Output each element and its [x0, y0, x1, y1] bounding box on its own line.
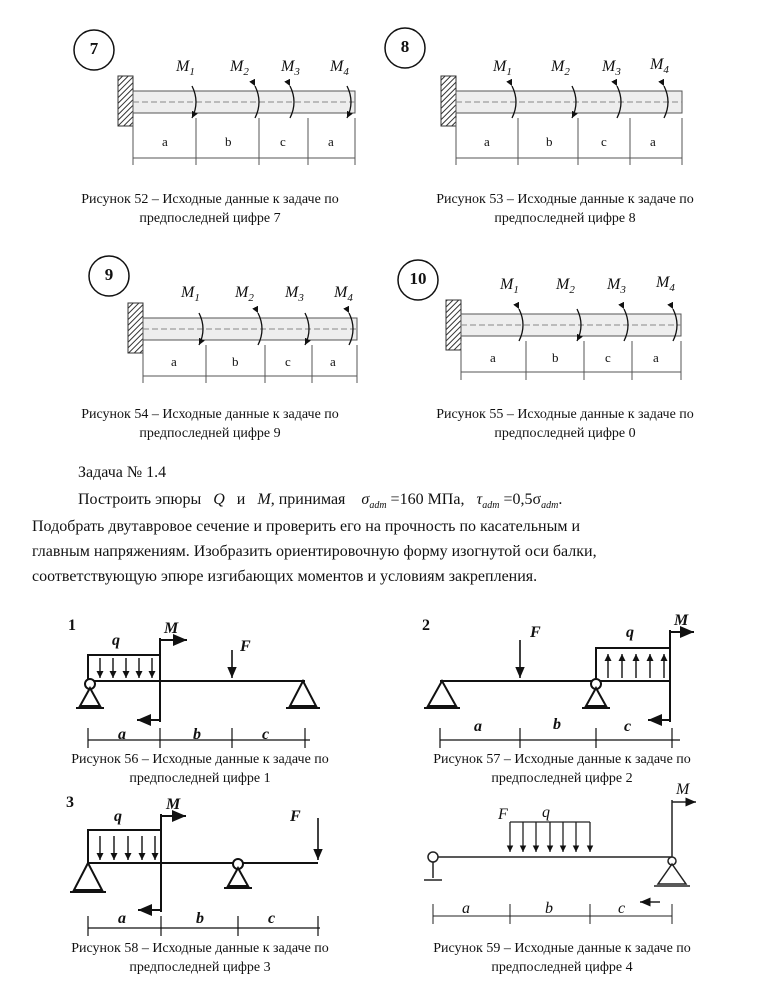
beam-number-3: 3: [66, 794, 74, 811]
dim-b: b: [193, 726, 201, 743]
figure-caption: Рисунок 59 – Исходные данные к задаче по предпоследней цифре 4: [433, 941, 691, 975]
dim-a: a: [490, 350, 496, 365]
load-q: q: [112, 632, 120, 649]
figure-caption: Рисунок 54 – Исходные данные к задаче по предпоследней цифре 9: [81, 407, 339, 441]
dim-a: a: [118, 910, 126, 927]
dim-c: c: [268, 910, 276, 927]
figure-number-10: 10: [409, 269, 427, 288]
figure-number-7: 7: [89, 39, 99, 58]
moment-label: $M_3$: [602, 58, 621, 79]
moment-label: $M_3$: [285, 284, 304, 305]
moment-M: M: [676, 781, 690, 798]
figure-caption: Рисунок 55 – Исходные данные к задаче по предпоследней цифре 0: [436, 407, 694, 441]
moment-M: M: [166, 796, 181, 813]
moment-label: $M_1$: [493, 58, 512, 79]
moment-label: $M_3$: [281, 58, 300, 79]
moment-label: $M_4$: [650, 56, 669, 77]
load-q: q: [542, 804, 550, 821]
dim-a: a: [328, 134, 334, 149]
dim-b: b: [545, 900, 553, 917]
moment-label: $M_2$: [235, 284, 254, 305]
dim-b: b: [546, 134, 553, 149]
dim-b: b: [553, 716, 561, 733]
figure-caption: Рисунок 53 – Исходные данные к задаче по предпоследней цифре 8: [436, 192, 694, 226]
dim-c: c: [285, 354, 291, 369]
dim-b: b: [225, 134, 232, 149]
figure-number-8: 8: [400, 37, 410, 56]
dim-a: a: [462, 900, 470, 917]
dim-a: a: [330, 354, 336, 369]
dim-c: c: [624, 718, 632, 735]
figure-caption: Рисунок 56 – Исходные данные к задаче по предпоследней цифре 1: [71, 752, 329, 786]
figure-caption: Рисунок 52 – Исходные данные к задаче по предпоследней цифре 7: [81, 192, 339, 226]
dim-c: c: [601, 134, 607, 149]
dim-c: c: [262, 726, 270, 743]
beam-number-1: 1: [68, 617, 76, 634]
shaft-figure-9: [89, 256, 357, 383]
dim-c: c: [605, 350, 611, 365]
figure-number-9: 9: [104, 265, 114, 284]
force-F: F: [240, 638, 251, 655]
dim-b: b: [552, 350, 559, 365]
moment-label: $M_2$: [556, 276, 575, 297]
moment-label: $M_4$: [656, 274, 675, 295]
moment-label: $M_2$: [230, 58, 249, 79]
shaft-figure-8: [385, 28, 682, 165]
force-F: F: [498, 806, 508, 823]
moment-M: M: [164, 620, 179, 637]
dim-a: a: [171, 354, 177, 369]
task-title: Задача № 1.4: [78, 464, 167, 481]
dim-a: a: [118, 726, 126, 743]
shaft-figure-7: [74, 30, 355, 165]
dim-a: a: [162, 134, 168, 149]
task-line-4: соответствующую эпюре изгибающих моментов и условиям закрепления.: [32, 568, 538, 585]
moment-label: $M_1$: [500, 276, 519, 297]
moment-label: $M_1$: [176, 58, 195, 79]
dim-a: a: [474, 718, 482, 735]
load-q: q: [626, 624, 634, 641]
force-F: F: [290, 808, 301, 825]
task-line-3: главным напряжениям. Изобразить ориентировочную форму изогнутой оси балки,: [32, 543, 597, 560]
dim-b: b: [196, 910, 204, 927]
moment-label: $M_1$: [181, 284, 200, 305]
dim-a: a: [484, 134, 490, 149]
moment-label: $M_4$: [330, 58, 349, 79]
load-q: q: [114, 808, 122, 825]
beam-number-2: 2: [422, 617, 430, 634]
moment-label: $M_3$: [607, 276, 626, 297]
dim-a: a: [653, 350, 659, 365]
force-F: F: [530, 624, 541, 641]
moment-label: $M_4$: [334, 284, 353, 305]
beam-figure-3: [70, 814, 320, 936]
dim-b: b: [232, 354, 239, 369]
figure-caption: Рисунок 57 – Исходные данные к задаче по предпоследней цифре 2: [433, 752, 691, 786]
moment-label: $M_2$: [551, 58, 570, 79]
task-line-1: Построить эпюры Q и M, принимая $\sigma_{adm} =160$ МПа, $\tau_{adm} =0,5\sigma_{adm}$.: [78, 491, 563, 512]
dim-a: a: [650, 134, 656, 149]
task-line-2: Подобрать двутавровое сечение и проверить его на прочность по касательным и: [32, 518, 581, 535]
moment-M: M: [674, 612, 689, 629]
shaft-figure-10: [398, 260, 681, 380]
dim-c: c: [280, 134, 286, 149]
figure-caption: Рисунок 58 – Исходные данные к задаче по предпоследней цифре 3: [71, 941, 329, 975]
dim-c: c: [618, 900, 626, 917]
